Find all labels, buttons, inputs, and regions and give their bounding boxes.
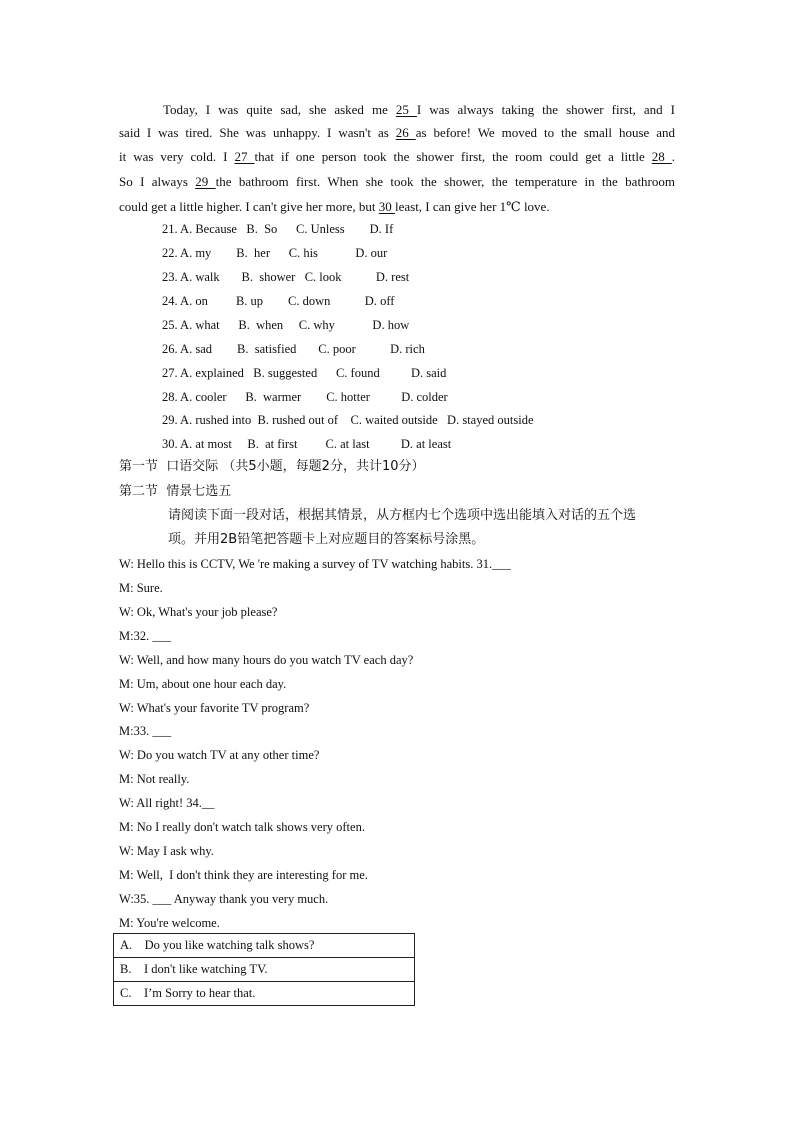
- choice-b: B. I don't like watching TV.: [114, 958, 415, 982]
- question-options-24: 24. A. on B. up C. down D. off: [162, 294, 395, 308]
- question-options-23: 23. A. walk B. shower C. look D. rest: [162, 270, 410, 284]
- blank-25[interactable]: 25: [395, 102, 417, 117]
- passage-line: said I was tired. She was unhappy. I wasn't as 26 as before! We moved to the small house and: [119, 125, 675, 140]
- dialogue-line: W:35. ___ Anyway thank you very much.: [119, 892, 329, 906]
- question-options-29: 29. A. rushed into B. rushed out of C. waited outside D. stayed outside: [162, 413, 534, 427]
- section-heading-2: 第二节 情景七选五: [119, 484, 232, 499]
- dialogue-line: M: Um, about one hour each day.: [119, 677, 287, 691]
- dialogue-line: M: No I really don't watch talk shows very often.: [119, 820, 365, 834]
- dialogue-line: M: You're welcome.: [119, 916, 220, 930]
- blank-27[interactable]: 27: [234, 149, 255, 164]
- blank-29[interactable]: 29: [195, 174, 216, 189]
- question-options-22: 22. A. my B. her C. his D. our: [162, 246, 388, 260]
- passage-line: could get a little higher. I can't give her more, but 30 least, I can give her 1℃ love.: [119, 199, 550, 214]
- question-options-30: 30. A. at most B. at first C. at last D. at least: [162, 437, 452, 451]
- dialogue-line: M: Sure.: [119, 581, 163, 595]
- dialogue-line: M:32. ___: [119, 629, 172, 643]
- question-options-27: 27. A. explained B. suggested C. found D. said: [162, 366, 447, 380]
- instructions-line-1: 请阅读下面一段对话，根据其情景，从方框内七个选项中选出能填入对话的五个选: [168, 508, 637, 523]
- question-options-26: 26. A. sad B. satisfied C. poor D. rich: [162, 342, 425, 356]
- choice-a: A. Do you like watching talk shows?: [114, 934, 415, 958]
- question-options-21: 21. A. Because B. So C. Unless D. If: [162, 222, 394, 236]
- dialogue-line: W: Do you watch TV at any other time?: [119, 748, 320, 762]
- question-options-28: 28. A. cooler B. warmer C. hotter D. colder: [162, 390, 448, 404]
- dialogue-line: W: Well, and how many hours do you watch TV each day?: [119, 653, 414, 667]
- choice-c: C. I’m Sorry to hear that.: [114, 982, 415, 1006]
- passage-line: Today, I was quite sad, she asked me 25 I was always taking the shower first, and I: [163, 102, 675, 117]
- section-heading-1: 第一节 口语交际 （共5小题，每题2分，共计10分）: [119, 459, 425, 474]
- instructions-line-2: 项。并用2B铅笔把答题卡上对应题目的答案标号涂黑。: [168, 532, 485, 547]
- blank-28[interactable]: 28: [651, 149, 672, 164]
- blank-26[interactable]: 26: [395, 125, 416, 140]
- dialogue-line: W: What's your favorite TV program?: [119, 701, 310, 715]
- dialogue-line: W: Ok, What's your job please?: [119, 605, 278, 619]
- blank-30[interactable]: 30: [378, 199, 395, 214]
- dialogue-line: W: May I ask why.: [119, 844, 214, 858]
- passage-line: So I always 29 the bathroom first. When she took the shower, the temperature in the bathroom: [119, 174, 675, 189]
- answer-choices-box: [113, 933, 415, 1006]
- dialogue-line: W: Hello this is CCTV, We 're making a survey of TV watching habits. 31.___: [119, 557, 511, 571]
- dialogue-line: M: Not really.: [119, 772, 190, 786]
- dialogue-line: M: Well, I don't think they are interesting for me.: [119, 868, 368, 882]
- question-options-25: 25. A. what B. when C. why D. how: [162, 318, 410, 332]
- passage-line: it was very cold. I 27 that if one person took the shower first, the room could get a little 28 .: [119, 149, 675, 164]
- dialogue-line: M:33. ___: [119, 724, 172, 738]
- dialogue-line: W: All right! 34.__: [119, 796, 215, 810]
